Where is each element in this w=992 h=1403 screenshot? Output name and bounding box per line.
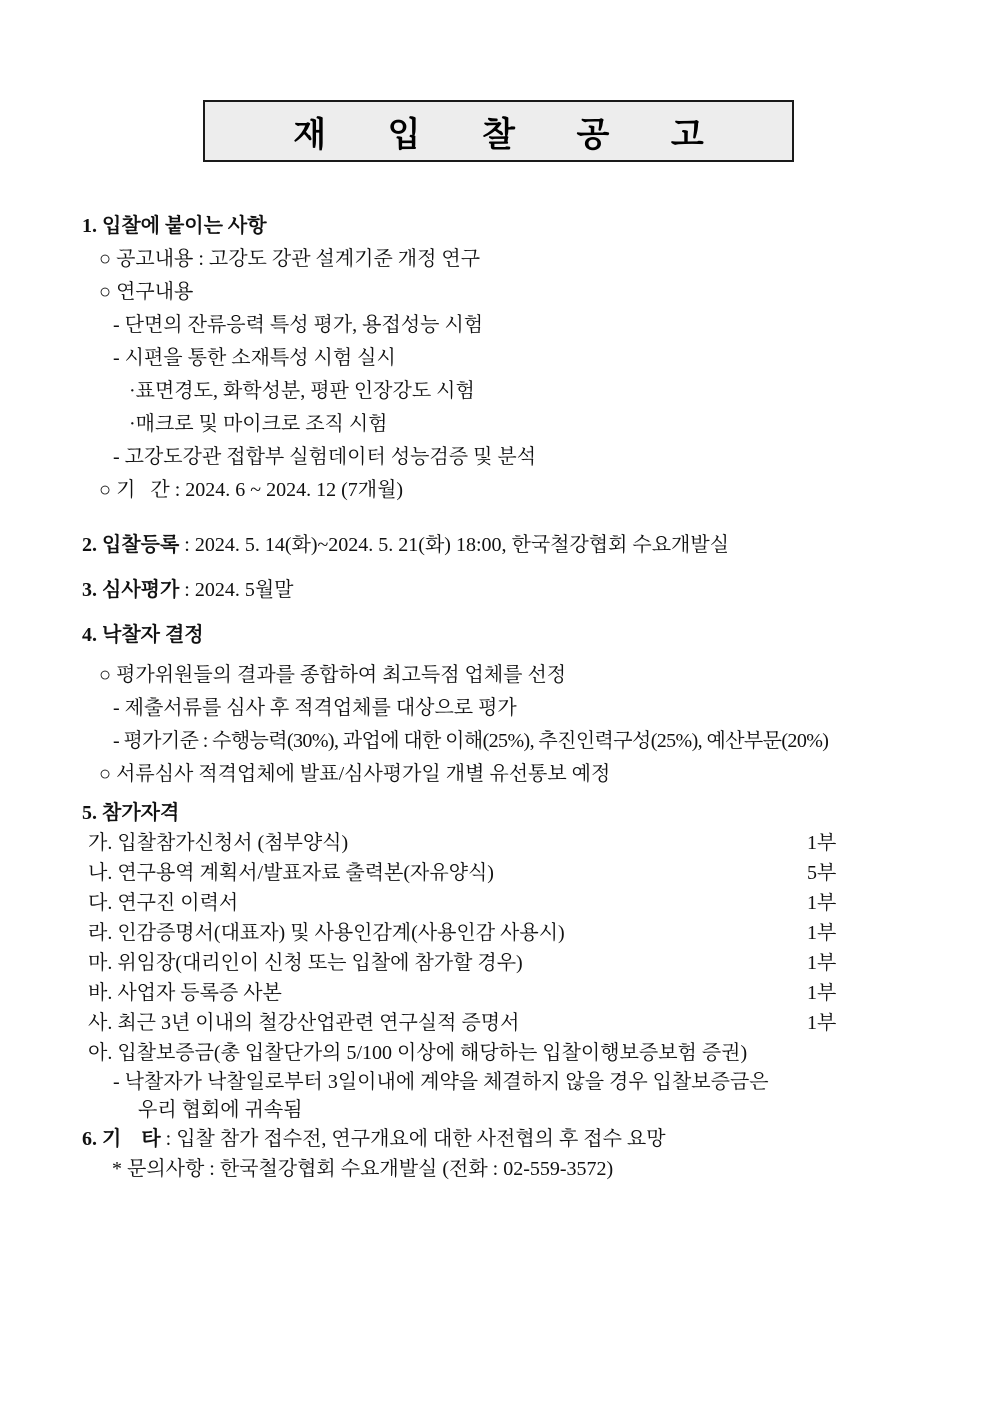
section1-specimen-line: - 시편을 통한 소재특성 시험 실시 bbox=[113, 347, 396, 369]
qual-count: 1부 bbox=[807, 922, 837, 944]
qual-label: 다. 연구진 이력서 bbox=[88, 892, 239, 914]
section5-deposit-sub-line: - 낙찰자가 낙찰일로부터 3일이내에 계약을 체결하지 않을 경우 입찰보증금은 bbox=[113, 1071, 769, 1093]
qualification-row bbox=[0, 1008, 992, 1038]
section1-joint-line: - 고강도강관 접합부 실험데이터 성능검증 및 분석 bbox=[113, 446, 537, 468]
qual-count: 1부 bbox=[807, 982, 837, 1004]
section1-surface-line: ·표면경도, 화학성분, 평판 인장강도 시험 bbox=[129, 380, 475, 402]
section2-label: 2. 입찰등록 bbox=[82, 534, 180, 556]
section6-label: 6. 기 타 bbox=[82, 1128, 161, 1150]
qualification-row bbox=[0, 948, 992, 978]
section3-line bbox=[0, 574, 992, 607]
qual-label: 사. 최근 3년 이내의 철강산업관련 연구실적 증명서 bbox=[88, 1012, 520, 1034]
section1-period-line: ○ 기 간 : 2024. 6 ~ 2024. 12 (7개월) bbox=[99, 479, 404, 501]
section4-notify-line: ○ 서류심사 적격업체에 발표/심사평가일 개별 유선통보 예정 bbox=[99, 763, 611, 785]
qual-label: 바. 사업자 등록증 사본 bbox=[88, 982, 282, 1004]
section1-residual-line: - 단면의 잔류응력 특성 평가, 용접성능 시험 bbox=[113, 314, 484, 336]
qual-count: 1부 bbox=[807, 952, 837, 974]
qual-label: 나. 연구용역 계획서/발표자료 출력본(자유양식) bbox=[88, 862, 494, 884]
section4-select-line: ○ 평가위원들의 결과를 종합하여 최고득점 업체를 선정 bbox=[99, 664, 567, 686]
section5-heading: 5. 참가자격 bbox=[82, 802, 180, 824]
qual-label: 가. 입찰참가신청서 (첨부양식) bbox=[88, 832, 349, 854]
qual-label: 라. 인감증명서(대표자) 및 사용인감계(사용인감 사용시) bbox=[88, 922, 565, 944]
section6-line bbox=[0, 1124, 992, 1154]
section6-note-line: * 문의사항 : 한국철강협회 수요개발실 (전화 : 02-559-3572) bbox=[112, 1158, 614, 1180]
section1-research-line: ○ 연구내용 bbox=[99, 281, 194, 303]
qualification-row bbox=[0, 978, 992, 1008]
qual-count: 1부 bbox=[807, 892, 837, 914]
section1-notice-line: ○ 공고내용 : 고강도 강관 설계기준 개정 연구 bbox=[99, 248, 481, 270]
section2-line bbox=[0, 529, 992, 562]
document-title: 재 입 찰 공 고 bbox=[293, 116, 731, 154]
section2-value: : 2024. 5. 14(화)~2024. 5. 21(화) 18:00, 한국철강협회 수요개발실 bbox=[179, 534, 730, 556]
section3-label: 3. 심사평가 bbox=[82, 579, 180, 601]
qual-count: 1부 bbox=[807, 832, 837, 854]
document-title-box bbox=[203, 100, 794, 162]
qualification-row bbox=[0, 918, 992, 948]
section4-criteria-line: - 평가기준 : 수행능력(30%), 과업에 대한 이해(25%), 추진인력구성(25%), 예산부문(20%) bbox=[113, 730, 829, 752]
qual-count: 5부 bbox=[807, 862, 837, 884]
qual-label: 마. 위임장(대리인이 신청 또는 입찰에 참가할 경우) bbox=[88, 952, 523, 974]
section5-deposit-cont-line: 우리 협회에 귀속됨 bbox=[138, 1099, 303, 1121]
qualification-row bbox=[0, 858, 992, 888]
document-body bbox=[0, 162, 992, 1184]
section4-review-line: - 제출서류를 심사 후 적격업체를 대상으로 평가 bbox=[113, 697, 517, 719]
section4-heading: 4. 낙찰자 결정 bbox=[82, 624, 204, 646]
section6-value: : 입찰 참가 접수전, 연구개요에 대한 사전협의 후 접수 요망 bbox=[160, 1128, 666, 1150]
qualification-row bbox=[0, 828, 992, 858]
section1-macro-line: ·매크로 및 마이크로 조직 시험 bbox=[129, 413, 388, 435]
section3-value: : 2024. 5월말 bbox=[179, 579, 294, 601]
qualification-row bbox=[0, 888, 992, 918]
section1-heading: 1. 입찰에 붙이는 사항 bbox=[82, 215, 267, 237]
section5-deposit-line: 아. 입찰보증금(총 입찰단가의 5/100 이상에 해당하는 입찰이행보증보험 증권) bbox=[88, 1042, 748, 1064]
qual-count: 1부 bbox=[807, 1012, 837, 1034]
